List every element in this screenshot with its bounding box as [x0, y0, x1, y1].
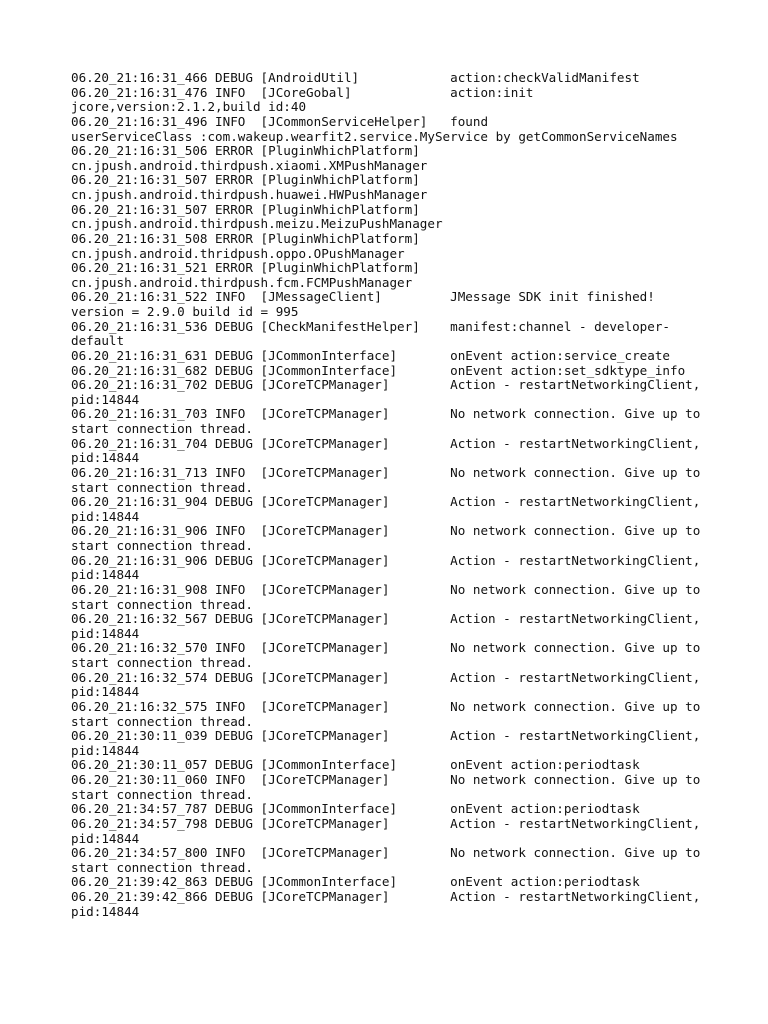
log-entry-header: 06.20_21:16:32_567 DEBUG [JCoreTCPManager] [71, 611, 451, 627]
log-entry-line [71, 349, 711, 364]
log-entry-message: No network connection. Give up to [450, 698, 701, 714]
log-entry-continuation: pid:14844 [71, 742, 140, 758]
log-entry-line [71, 290, 711, 305]
log-entry [71, 729, 711, 758]
log-entry-message: No network connection. Give up to [450, 406, 701, 422]
log-entry-continuation: cn.jpush.android.thirdpush.meizu.MeizuPushManager [71, 216, 443, 232]
log-entry-line [71, 378, 711, 393]
log-entry-message: No network connection. Give up to [450, 640, 701, 656]
log-entry-continuation: pid:14844 [71, 830, 140, 846]
log-entry-continuation: start connection thread. [71, 596, 253, 612]
log-entry-header: 06.20_21:16:31_682 DEBUG [JCommonInterface] [71, 362, 451, 378]
log-entry-message: action:init [450, 84, 534, 100]
log-entry-header: 06.20_21:16:31_507 ERROR [PluginWhichPlatform] [71, 172, 420, 188]
log-entry-continuation: start connection thread. [71, 713, 253, 729]
log-entry [71, 495, 711, 524]
log-entry-header: 06.20_21:30:11_060 INFO [JCoreTCPManager] [71, 772, 451, 787]
log-entry-message: found [450, 113, 489, 129]
log-entry-message: onEvent action:periodtask [450, 801, 640, 817]
log-entry-header: 06.20_21:39:42_863 DEBUG [JCommonInterface] [71, 874, 451, 890]
log-entry [71, 71, 711, 86]
log-entry-message: No network connection. Give up to [450, 772, 701, 787]
log-entry-line [71, 817, 711, 832]
log-entry [71, 524, 711, 553]
log-entry-header: 06.20_21:16:31_476 INFO [JCoreGobal] [71, 84, 451, 100]
log-entry-line [71, 671, 711, 686]
log-entry-continuation: cn.jpush.android.thirdpush.fcm.FCMPushManager [71, 274, 413, 290]
log-entry [71, 173, 711, 202]
log-entry-line [71, 115, 711, 130]
log-entry-header: 06.20_21:16:31_496 INFO [JCommonServiceHelper] [71, 113, 451, 129]
log-entry-continuation: pid:14844 [71, 450, 140, 466]
log-entry-line [71, 320, 711, 335]
log-entry-line [71, 173, 711, 188]
log-entry-continuation: pid:14844 [71, 625, 140, 641]
log-entry [71, 773, 711, 802]
log-entry-line [71, 71, 711, 86]
log-entry-header: 06.20_21:30:11_039 DEBUG [JCoreTCPManager] [71, 728, 451, 744]
log-entry [71, 817, 711, 846]
log-entry-message: action:checkValidManifest [450, 70, 640, 85]
log-entry [71, 466, 711, 495]
log-entry [71, 378, 711, 407]
log-entry-line [71, 554, 711, 569]
log-entry [71, 641, 711, 670]
log-entry-message: Action - restartNetworkingClient, [450, 377, 701, 393]
log-entry [71, 846, 711, 875]
log-entry-line [71, 875, 711, 890]
log-entry-message: No network connection. Give up to [450, 845, 701, 861]
log-entry-header: 06.20_21:16:31_466 DEBUG [AndroidUtil] [71, 70, 451, 85]
log-entry-header: 06.20_21:16:31_906 DEBUG [JCoreTCPManager] [71, 552, 451, 568]
log-entry-message: No network connection. Give up to [450, 464, 701, 480]
log-entry-line [71, 364, 711, 379]
log-entry-continuation: userServiceClass :com.wakeup.wearfit2.service.MyService by getCommonServiceNames [71, 128, 678, 144]
log-entry-continuation: pid:14844 [71, 903, 140, 919]
log-entry-message: onEvent action:periodtask [450, 757, 640, 773]
log-entry-header: 06.20_21:16:31_506 ERROR [PluginWhichPlatform] [71, 143, 420, 159]
log-entry-continuation: start connection thread. [71, 479, 253, 495]
log-entry-header: 06.20_21:16:31_521 ERROR [PluginWhichPlatform] [71, 260, 420, 276]
log-entry-continuation: pid:14844 [71, 508, 140, 524]
log-entry [71, 86, 711, 115]
log-entry-message: onEvent action:service_create [450, 347, 670, 363]
log-entry-message: JMessage SDK init finished! [450, 289, 655, 305]
log-entry-message: onEvent action:set_sdktype_info [450, 362, 686, 378]
log-entry [71, 890, 711, 919]
log-entry-continuation: cn.jpush.android.thirdpush.huawei.HWPushManager [71, 187, 428, 202]
log-entry-message: Action - restartNetworkingClient, [450, 728, 701, 744]
log-entry-message: No network connection. Give up to [450, 581, 701, 597]
log-entry-message: Action - restartNetworkingClient, [450, 611, 701, 627]
log-entry-header: 06.20_21:34:57_787 DEBUG [JCommonInterface] [71, 801, 451, 817]
log-entry-message: onEvent action:periodtask [450, 874, 640, 890]
log-entry-line [71, 641, 711, 656]
log-entry-header: 06.20_21:16:31_908 INFO [JCoreTCPManager] [71, 581, 451, 597]
log-entry-continuation: start connection thread. [71, 786, 253, 802]
log-entry-header: 06.20_21:34:57_798 DEBUG [JCoreTCPManager] [71, 815, 451, 831]
log-body [71, 71, 768, 919]
log-entry-continuation: start connection thread. [71, 655, 253, 670]
log-entry-message: Action - restartNetworkingClient, [450, 669, 701, 685]
log-entry-message: Action - restartNetworkingClient, [450, 494, 701, 510]
log-entry-header: 06.20_21:16:31_702 DEBUG [JCoreTCPManager] [71, 377, 451, 393]
log-entry-line [71, 203, 711, 218]
log-entry-continuation: start connection thread. [71, 421, 253, 436]
log-entry-continuation: start connection thread. [71, 859, 253, 875]
log-entry [71, 261, 711, 290]
log-entry-continuation: jcore,version:2.1.2,build id:40 [71, 99, 307, 115]
log-entry [71, 203, 711, 232]
log-entry-line [71, 495, 711, 510]
log-entry [71, 320, 711, 349]
log-entry-header: 06.20_21:16:31_536 DEBUG [CheckManifestHelper] [71, 318, 451, 334]
log-entry-header: 06.20_21:16:32_570 INFO [JCoreTCPManager] [71, 640, 451, 656]
log-entry-line [71, 466, 711, 481]
log-entry-line [71, 700, 711, 715]
log-entry-header: 06.20_21:16:31_713 INFO [JCoreTCPManager] [71, 464, 451, 480]
log-entry [71, 290, 711, 319]
log-entry-line [71, 437, 711, 452]
log-entry-message: Action - restartNetworkingClient, [450, 552, 701, 568]
log-entry-line [71, 524, 711, 539]
log-entry [71, 758, 711, 773]
log-entry-line [71, 802, 711, 817]
log-entry-continuation: cn.jpush.android.thridpush.oppo.OPushManager [71, 245, 405, 261]
log-entry-continuation: pid:14844 [71, 567, 140, 583]
log-entry-header: 06.20_21:34:57_800 INFO [JCoreTCPManager] [71, 845, 451, 861]
log-entry-header: 06.20_21:30:11_057 DEBUG [JCommonInterface] [71, 757, 451, 773]
log-entry-line [71, 612, 711, 627]
log-entry [71, 875, 711, 890]
log-entry-continuation: start connection thread. [71, 538, 253, 553]
log-entry-line [71, 758, 711, 773]
log-entry [71, 671, 711, 700]
log-entry-message: Action - restartNetworkingClient, [450, 435, 701, 451]
log-entry [71, 115, 711, 144]
log-entry-line [71, 846, 711, 861]
log-entry-message: Action - restartNetworkingClient, [450, 889, 701, 904]
log-entry-line [71, 583, 711, 598]
log-entry-continuation: version = 2.9.0 build id = 995 [71, 304, 299, 319]
log-entry-line [71, 261, 711, 276]
log-entry-continuation: cn.jpush.android.thirdpush.xiaomi.XMPushManager [71, 157, 428, 173]
log-entry-message: No network connection. Give up to [450, 523, 701, 539]
log-entry-message: manifest:channel - developer- [450, 318, 670, 334]
log-entry-header: 06.20_21:16:32_575 INFO [JCoreTCPManager] [71, 698, 451, 714]
log-entry [71, 364, 711, 379]
log-entry-line [71, 86, 711, 101]
log-entry-header: 06.20_21:16:31_508 ERROR [PluginWhichPlatform] [71, 230, 420, 246]
log-entry-header: 06.20_21:16:31_904 DEBUG [JCoreTCPManager] [71, 494, 451, 510]
log-entry-line [71, 890, 711, 905]
log-entry [71, 144, 711, 173]
log-entry [71, 612, 711, 641]
log-entry-continuation: default [71, 333, 125, 349]
log-entry-header: 06.20_21:16:31_631 DEBUG [JCommonInterface] [71, 347, 451, 363]
log-entry [71, 700, 711, 729]
log-entry-continuation: pid:14844 [71, 391, 140, 407]
log-entry-message: Action - restartNetworkingClient, [450, 815, 701, 831]
log-entry-continuation: pid:14844 [71, 684, 140, 700]
log-entry-header: 06.20_21:39:42_866 DEBUG [JCoreTCPManager] [71, 889, 451, 904]
log-entry [71, 583, 711, 612]
log-entry-line [71, 407, 711, 422]
log-entry-header: 06.20_21:16:31_507 ERROR [PluginWhichPlatform] [71, 201, 420, 217]
log-entry-line [71, 144, 711, 159]
log-entry [71, 554, 711, 583]
log-entry-line [71, 232, 711, 247]
log-entry-header: 06.20_21:16:31_906 INFO [JCoreTCPManager] [71, 523, 451, 539]
log-entry [71, 802, 711, 817]
log-entry-header: 06.20_21:16:31_704 DEBUG [JCoreTCPManager] [71, 435, 451, 451]
log-entry-line [71, 773, 711, 788]
log-entry [71, 407, 711, 436]
log-entry-header: 06.20_21:16:32_574 DEBUG [JCoreTCPManager] [71, 669, 451, 685]
log-entry-header: 06.20_21:16:31_703 INFO [JCoreTCPManager] [71, 406, 451, 422]
log-entry [71, 437, 711, 466]
log-entry-header: 06.20_21:16:31_522 INFO [JMessageClient] [71, 289, 451, 305]
log-entry-line [71, 729, 711, 744]
log-entry [71, 232, 711, 261]
log-entry [71, 349, 711, 364]
